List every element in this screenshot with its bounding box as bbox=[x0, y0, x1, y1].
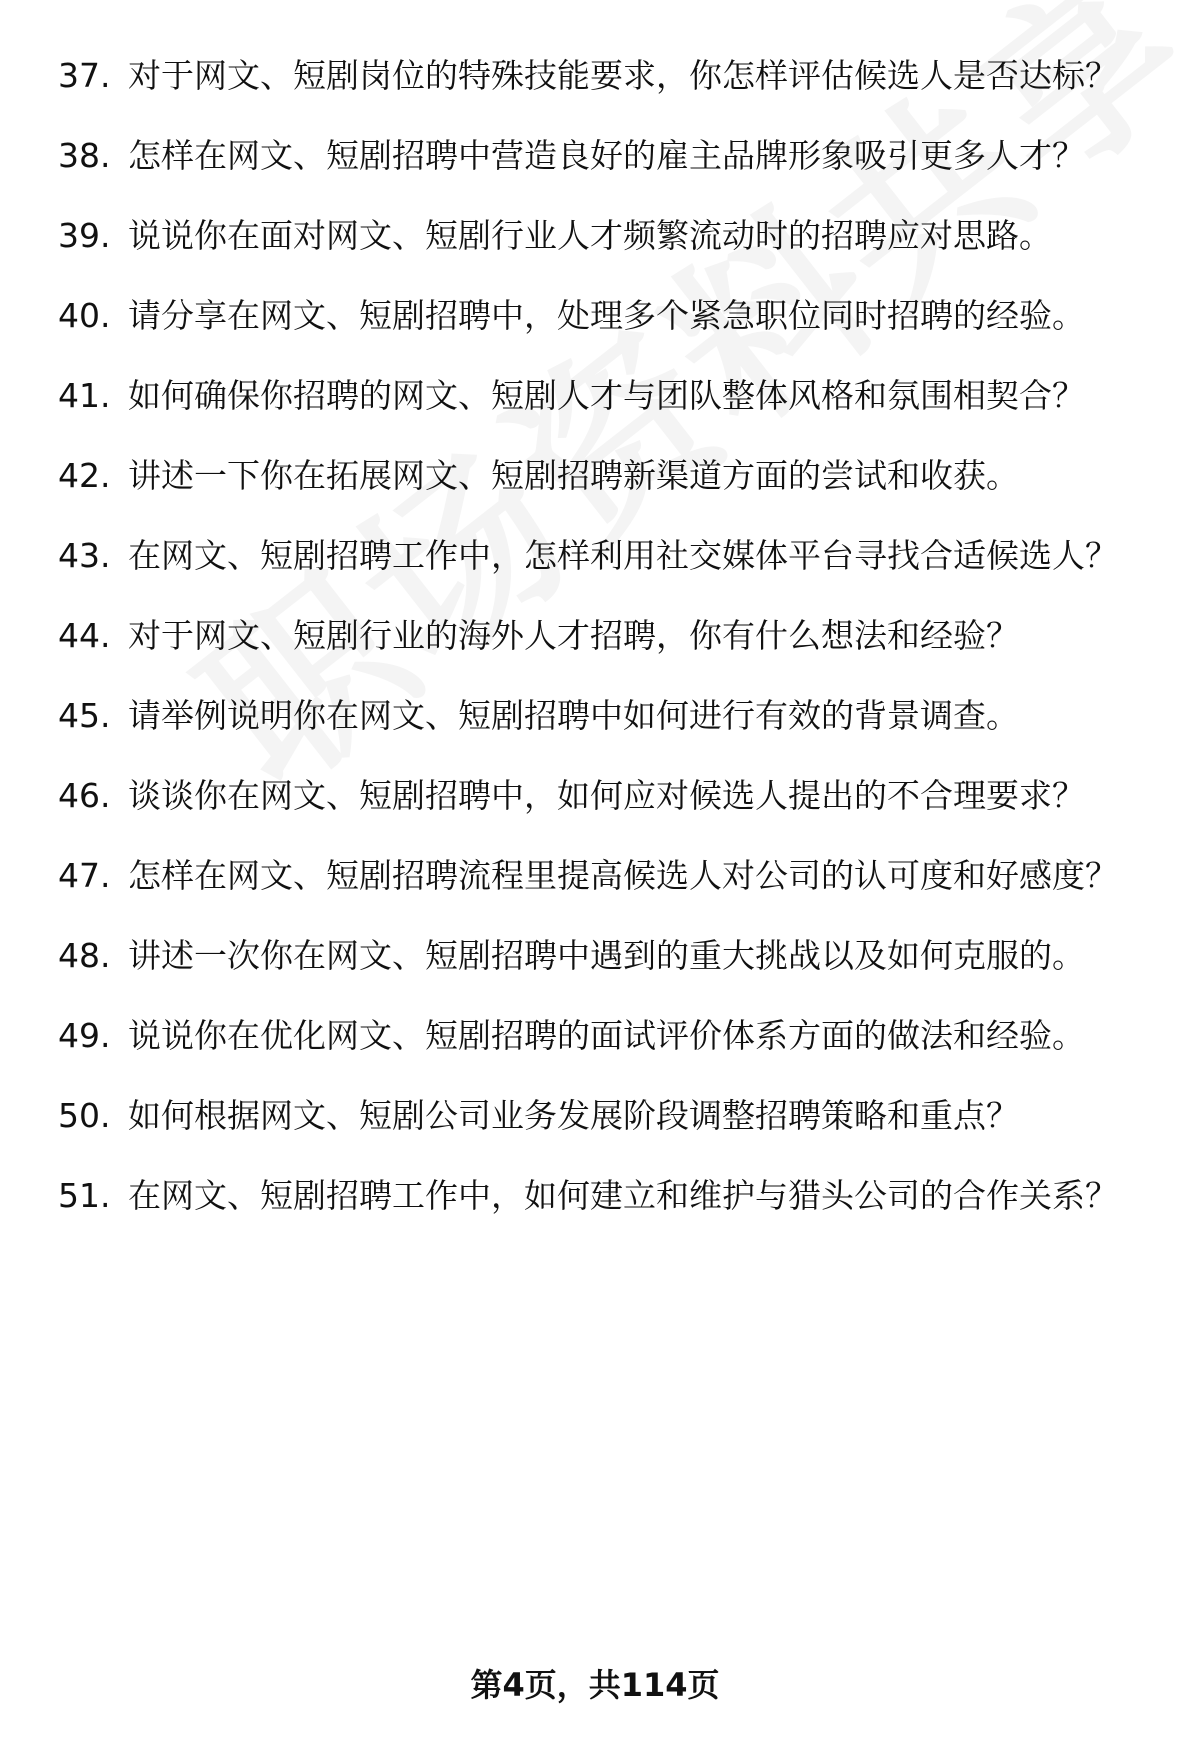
page-footer bbox=[0, 1665, 1190, 1705]
question-item bbox=[58, 535, 1148, 577]
question-item bbox=[58, 1095, 1148, 1137]
question-text: 如何根据网文、短剧公司业务发展阶段调整招聘策略和重点？ bbox=[128, 1096, 1019, 1135]
question-item bbox=[58, 455, 1148, 497]
question-number: 46. bbox=[58, 776, 111, 815]
question-number: 38. bbox=[58, 136, 111, 175]
question-item bbox=[58, 855, 1148, 897]
question-item bbox=[58, 935, 1148, 977]
question-text: 如何确保你招聘的网文、短剧人才与团队整体风格和氛围相契合？ bbox=[128, 376, 1085, 415]
question-text: 请分享在网文、短剧招聘中，处理多个紧急职位同时招聘的经验。 bbox=[128, 296, 1085, 335]
question-number: 37. bbox=[58, 56, 111, 95]
question-text: 说说你在面对网文、短剧行业人才频繁流动时的招聘应对思路。 bbox=[128, 216, 1052, 255]
question-text: 说说你在优化网文、短剧招聘的面试评价体系方面的做法和经验。 bbox=[128, 1016, 1085, 1055]
question-text: 请举例说明你在网文、短剧招聘中如何进行有效的背景调查。 bbox=[128, 696, 1019, 735]
question-item bbox=[58, 55, 1148, 97]
question-text: 讲述一下你在拓展网文、短剧招聘新渠道方面的尝试和收获。 bbox=[128, 456, 1019, 495]
question-text: 在网文、短剧招聘工作中，怎样利用社交媒体平台寻找合适候选人？ bbox=[128, 536, 1118, 575]
question-number: 48. bbox=[58, 936, 111, 975]
question-item bbox=[58, 775, 1148, 817]
question-text: 在网文、短剧招聘工作中，如何建立和维护与猎头公司的合作关系？ bbox=[128, 1176, 1118, 1215]
question-text: 谈谈你在网文、短剧招聘中，如何应对候选人提出的不合理要求？ bbox=[128, 776, 1085, 815]
question-text: 讲述一次你在网文、短剧招聘中遇到的重大挑战以及如何克服的。 bbox=[128, 936, 1085, 975]
question-number: 51. bbox=[58, 1176, 111, 1215]
question-text: 怎样在网文、短剧招聘流程里提高候选人对公司的认可度和好感度？ bbox=[128, 856, 1118, 895]
question-number: 42. bbox=[58, 456, 111, 495]
question-item bbox=[58, 375, 1148, 417]
question-item bbox=[58, 615, 1148, 657]
question-number: 44. bbox=[58, 616, 111, 655]
question-number: 41. bbox=[58, 376, 111, 415]
question-item bbox=[58, 695, 1148, 737]
question-number: 50. bbox=[58, 1096, 111, 1135]
question-number: 49. bbox=[58, 1016, 111, 1055]
question-number: 47. bbox=[58, 856, 111, 895]
question-number: 40. bbox=[58, 296, 111, 335]
question-item bbox=[58, 295, 1148, 337]
page-number-label: 第4页，共114页 bbox=[470, 1666, 720, 1704]
question-number: 45. bbox=[58, 696, 111, 735]
question-list bbox=[58, 55, 1148, 1255]
question-item bbox=[58, 1015, 1148, 1057]
question-text: 对于网文、短剧岗位的特殊技能要求，你怎样评估候选人是否达标？ bbox=[128, 56, 1118, 95]
question-text: 怎样在网文、短剧招聘中营造良好的雇主品牌形象吸引更多人才？ bbox=[128, 136, 1085, 175]
question-item bbox=[58, 1175, 1148, 1217]
question-number: 39. bbox=[58, 216, 111, 255]
question-item bbox=[58, 135, 1148, 177]
question-number: 43. bbox=[58, 536, 111, 575]
question-item bbox=[58, 215, 1148, 257]
question-text: 对于网文、短剧行业的海外人才招聘，你有什么想法和经验？ bbox=[128, 616, 1019, 655]
